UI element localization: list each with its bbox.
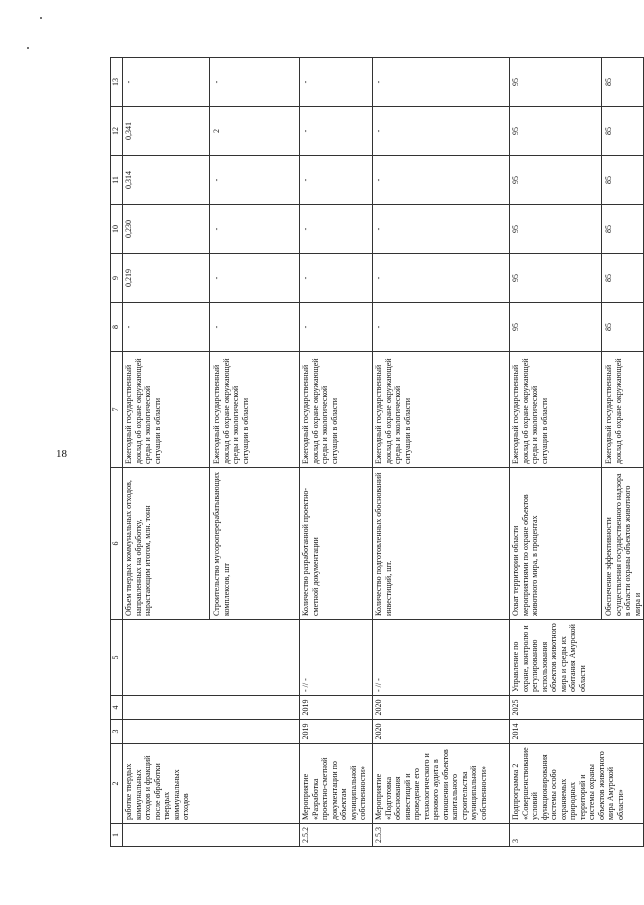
data-source: Ежегодный государственный доклад об охране окружающей среды и экологической ситуации в области: [124, 358, 162, 464]
table-row: [510, 58, 644, 847]
indicator-value: -: [373, 156, 510, 205]
value-cell: [123, 254, 300, 303]
indicator-name: Охват территории области мероприятиями по охране объектов животного мира, в процентах: [511, 494, 539, 616]
row-number: [123, 824, 300, 847]
end-year: 2019: [300, 696, 373, 720]
indicator-value: -: [124, 80, 133, 84]
header-cell: 1: [111, 824, 123, 847]
end-year: 2025: [510, 696, 644, 720]
indicator-value: 0,230: [124, 220, 133, 238]
header-cell: 9: [111, 254, 123, 303]
indicator-value: 0,341: [124, 122, 133, 140]
indicator-value: -: [300, 58, 373, 107]
row-number: 3: [510, 824, 644, 847]
value-cell: [510, 205, 644, 254]
item-name: Мероприятие «Разработка проектно-сметной документации по объектам муниципальной собственности»: [300, 744, 373, 824]
source-cell: [510, 352, 644, 468]
header-cell: 5: [111, 620, 123, 696]
indicator-value: -: [300, 205, 373, 254]
header-cell: 11: [111, 156, 123, 205]
value-cell: [510, 107, 644, 156]
value-cell: [510, 303, 644, 352]
data-source: Ежегодный государственный доклад об охране окружающей среды и экологической ситуации в области: [209, 352, 250, 467]
indicator-value: 85: [601, 254, 614, 302]
start-year: [123, 720, 300, 744]
indicator-value: -: [300, 303, 373, 352]
value-cell: [123, 205, 300, 254]
indicator-value: -: [373, 254, 510, 303]
responsible: - // -: [300, 620, 373, 696]
page-number: 18: [56, 448, 67, 460]
indicator-value: -: [373, 205, 510, 254]
data-source: Ежегодный государственный доклад об охране окружающей: [601, 352, 623, 467]
header-cell: 10: [111, 205, 123, 254]
indicator-value: -: [300, 254, 373, 303]
indicator-name: Строительство мусороперерабатывающих комплексов, шт: [209, 468, 231, 619]
indicator-value: -: [209, 205, 222, 253]
indicator-value: -: [300, 107, 373, 156]
value-cell: [123, 107, 300, 156]
value-cell: [510, 58, 644, 107]
end-year: 2020: [373, 696, 510, 720]
indicator-value: 85: [601, 303, 614, 351]
header-cell: 4: [111, 696, 123, 720]
indicator-value: -: [300, 156, 373, 205]
indicator-cell: [510, 468, 644, 620]
indicator-value: -: [373, 107, 510, 156]
indicator-value: 85: [601, 58, 614, 106]
source-cell: [123, 352, 300, 468]
indicator-value: 95: [511, 225, 520, 233]
header-cell: 2: [111, 744, 123, 824]
responsible: - // -: [373, 620, 510, 696]
row-number: 2.5.3: [373, 824, 510, 847]
table-row: [300, 58, 373, 847]
item-name: работке твердых коммунальных отходов и фракций после обработки твердых коммунальных отходов: [123, 744, 300, 824]
row-number: 2.5.2: [300, 824, 373, 847]
indicator-value: -: [373, 58, 510, 107]
indicator-cell: [123, 468, 300, 620]
indicator-value: -: [209, 254, 222, 302]
indicator-value: 95: [511, 127, 520, 135]
data-source: Ежегодный государственный доклад об охране окружающей среды и экологической ситуации в области: [373, 352, 510, 468]
indicators-table: [110, 57, 644, 847]
indicator-value: -: [124, 325, 133, 329]
indicator-value: -: [373, 303, 510, 352]
table-row: [373, 58, 510, 847]
table-row: [123, 58, 300, 847]
indicator-value: 95: [511, 274, 520, 282]
indicator-name: Объем твердых коммунальных отходов, направленных на обработку, нарастающим итогом, млн. тонн: [124, 480, 152, 616]
indicator-name: Количество разработанной проектно-сметной документации: [300, 468, 373, 620]
responsible: [123, 620, 300, 696]
scan-speck: [27, 47, 29, 49]
indicator-value: -: [209, 303, 222, 351]
indicator-value: 95: [511, 323, 520, 331]
rotated-table-container: [110, 58, 642, 847]
start-year: 2019: [300, 720, 373, 744]
indicator-value: -: [209, 58, 222, 106]
header-cell: 7: [111, 352, 123, 468]
responsible: Управление по охране, контролю и регулированию использования объектов животного мира и среды их обитания Амурской области: [510, 620, 644, 696]
indicator-value: 85: [601, 107, 614, 155]
value-cell: [510, 156, 644, 205]
start-year: 2014: [510, 720, 644, 744]
indicator-name: Количество подготовленных обоснований инвестиций, шт.: [373, 468, 510, 620]
header-cell: 6: [111, 468, 123, 620]
indicator-value: 85: [601, 156, 614, 204]
value-cell: [123, 58, 300, 107]
header-cell: 8: [111, 303, 123, 352]
start-year: 2020: [373, 720, 510, 744]
indicator-value: 95: [511, 176, 520, 184]
scan-speck: [40, 17, 42, 19]
value-cell: [123, 156, 300, 205]
header-cell: 13: [111, 58, 123, 107]
header-cell: 3: [111, 720, 123, 744]
indicator-value: -: [209, 156, 222, 204]
indicator-value: 85: [601, 205, 614, 253]
value-cell: [510, 254, 644, 303]
header-row: [111, 58, 123, 847]
indicator-value: 0,219: [124, 269, 133, 287]
value-cell: [123, 303, 300, 352]
indicator-value: 2: [209, 107, 222, 155]
end-year: [123, 696, 300, 720]
data-source: Ежегодный государственный доклад об охране окружающей среды и экологической ситуации в области: [300, 352, 373, 468]
header-cell: 12: [111, 107, 123, 156]
data-source: Ежегодный государственный доклад об охране окружающей среды и экологической ситуации в области: [511, 358, 549, 464]
item-name: Мероприятие «Подготовка обоснования инвестиций и проведение его технологического и ценового аудита в отношении объектов капитального строительства муниципальной собственности»: [373, 744, 510, 824]
indicator-value: 0,314: [124, 171, 133, 189]
item-name: Подпрограмма 2 «Совершенствование условий функционирования системы особо охраняемых природных территорий и системы охраны объектов животного мира Амурской области»: [510, 744, 644, 824]
indicator-name: Обеспечение эффективности осуществления государственного надзора в области охраны объектов животного мира и: [601, 468, 642, 619]
indicator-value: 95: [511, 78, 520, 86]
